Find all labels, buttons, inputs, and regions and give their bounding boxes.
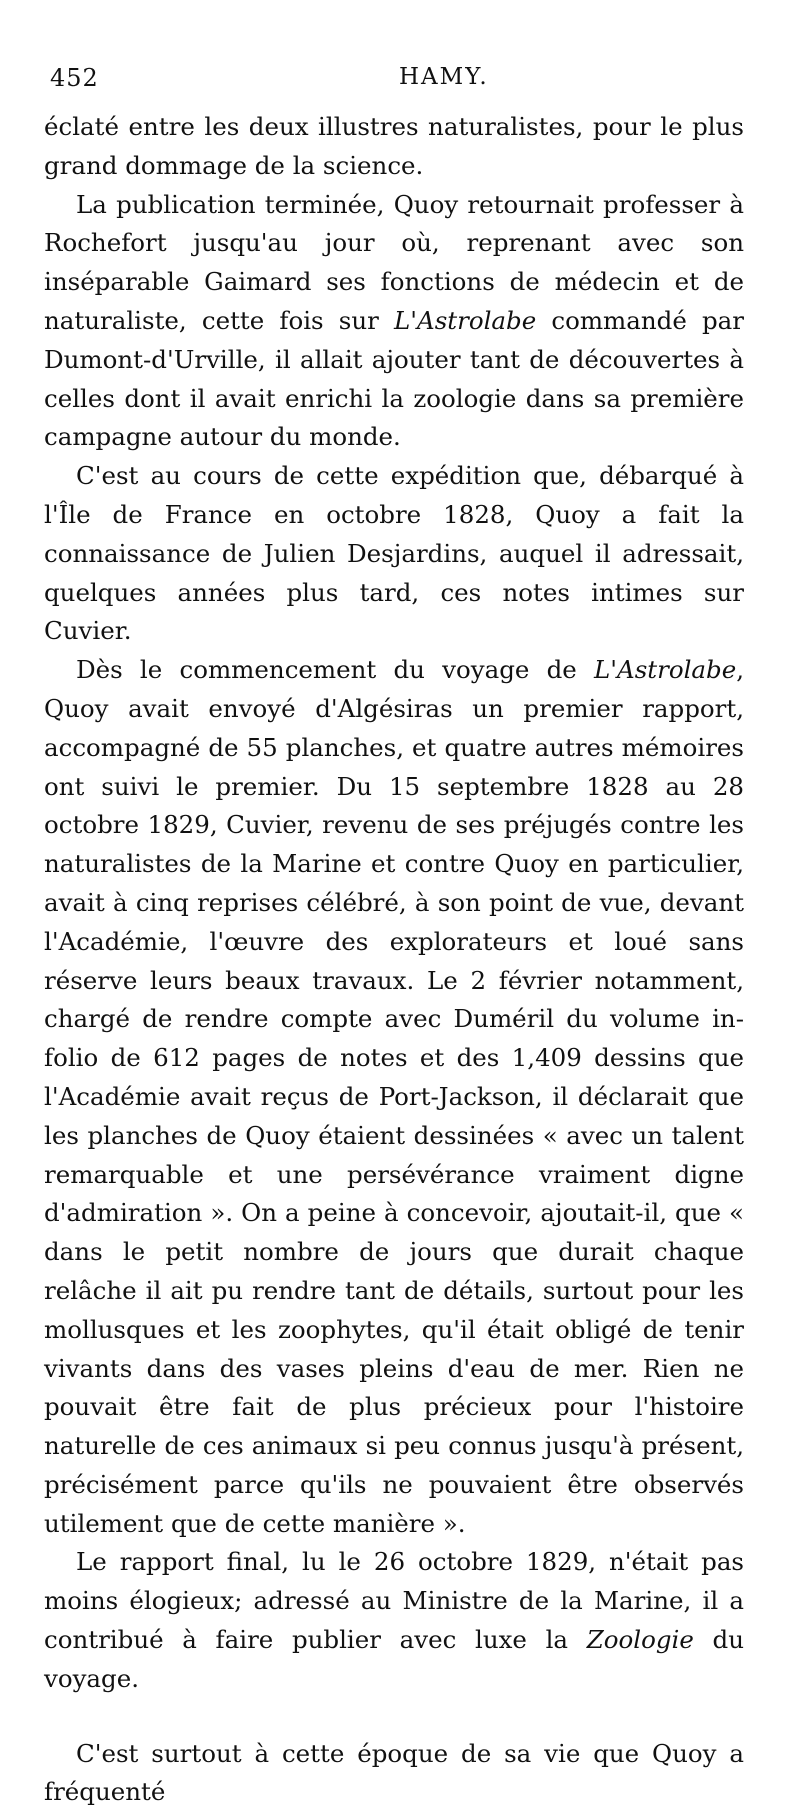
paragraph-publication <box>44 186 744 458</box>
page-header <box>44 64 744 100</box>
paragraph-epoch <box>44 1735 744 1812</box>
text-segment: Le rapport final, lu le 26 octobre 1829, n'était pas moins élogieux; adressé au Ministre de la Marine, il a contribué à faire publier avec luxe la <box>44 1547 744 1655</box>
ship-name-astrolabe: L'Astrolabe <box>594 655 737 685</box>
text-segment: commandé par Dumont-d'Urville, il allait ajouter tant de découvertes à celles dont il avait enrichi la zoologie dans sa première campagne autour du monde. <box>44 305 744 452</box>
text-segment: du voyage. <box>44 1625 744 1693</box>
text-segment: C'est surtout à cette époque de sa vie que Quoy a fréquenté <box>44 1738 744 1807</box>
paragraph-reports <box>44 651 744 1543</box>
text-segment: , Quoy avait envoyé d'Algésiras un premier rapport, accompagné de 55 planches, et quatre autres mémoires ont suivi le premier. Du 15 septembre 1828 au 28 octobre 1829, Cuvier, revenu de ses préjugés contre les naturalistes de la Marine et contre Quoy en particulier, avait à cinq reprises célébré, à son point de vue, devant l'Académie, l'œuvre des explorateurs et loué sans réserve leurs beaux travaux. Le 2 février notamment, chargé de rendre compte avec Duméril du volume in-folio de 612 pages de notes et des 1,409 dessins que l'Académie avait reçus de Port-Jackson, il déclarait que les planches de Quoy étaient dessinées « avec un talent remarquable et une persévérance vraiment digne d'admiration ». On a peine à concevoir, ajoutait-il, que « dans le petit nombre de jours que durait chaque relâche il ait pu rendre tant de détails, surtout pour les mollusques et les zoophytes, qu'il était obligé de tenir vivants dans des vases pleins d'eau de mer. Rien ne pouvait être fait de plus précieux pour l'histoire naturelle de ces animaux si peu connus jusqu'à présent, précisément parce qu'ils ne pouvaient être observés utilement que de cette manière ». <box>44 655 744 1538</box>
text-segment: C'est au cours de cette expédition que, débarqué à l'Île de France en octobre 1828, Quoy a fait la connaissance de Julien Desjardins, auquel il adressait, quelques années plus tard, ces notes intimes sur Cuvier. <box>44 461 744 646</box>
page-number: 452 <box>50 64 99 92</box>
text-segment: Dès le commencement du voyage de <box>76 655 594 685</box>
text-segment: éclaté entre les deux illustres naturalistes, pour le plus grand dommage de la science. <box>44 112 744 180</box>
text-segment: La publication terminée, Quoy retournait professer à Rochefort jusqu'au jour où, reprenant avec son inséparable Gaimard ses fonctions de médecin et de naturaliste, cette fois sur <box>44 189 744 335</box>
paragraph-final-report <box>44 1543 744 1698</box>
paragraph-continuation <box>44 108 744 186</box>
paragraph-expedition <box>44 457 744 651</box>
work-title-zoologie: Zoologie <box>586 1625 694 1655</box>
body-text <box>44 108 744 1812</box>
ship-name-astrolabe: L'Astrolabe <box>394 305 537 335</box>
running-head: HAMY. <box>399 64 489 90</box>
